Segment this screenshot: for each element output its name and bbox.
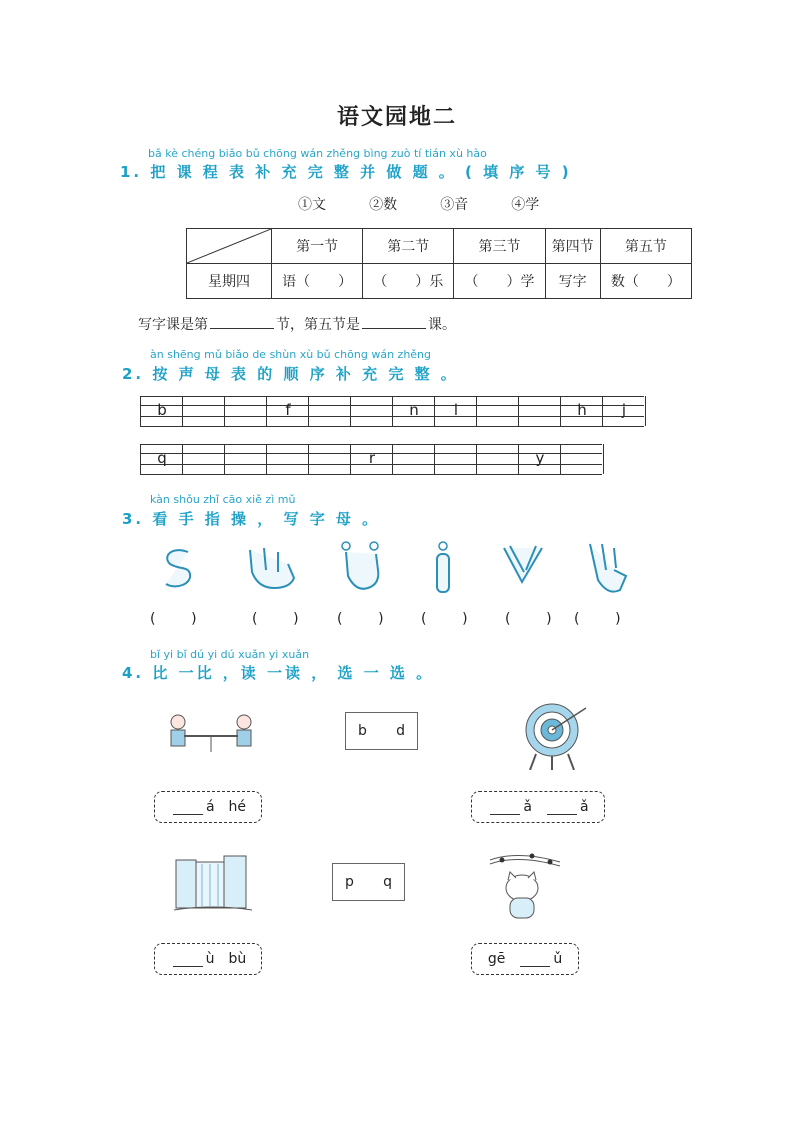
hand-gesture-l-icon <box>432 540 454 596</box>
letter-cell: l <box>434 396 477 426</box>
pinyin-text: gē <box>487 951 506 967</box>
option-yin: ③音 <box>440 197 469 213</box>
answer-box-baba[interactable] <box>471 791 605 823</box>
archery-target-icon <box>522 696 592 770</box>
answer-paren[interactable]: ( ) <box>150 611 197 627</box>
pinyin-text: ù <box>205 951 215 967</box>
letter: d <box>396 723 405 739</box>
pinyin-text: á <box>205 799 215 815</box>
answer-underline[interactable] <box>490 800 520 815</box>
pinyin-text: bù <box>228 951 247 967</box>
q2-pinyin: àn shēng mǔ biǎo de shùn xù bǔ chōng wán zhěng <box>150 348 432 361</box>
answer-blank[interactable] <box>210 328 274 329</box>
fill-text: 写字课是第 <box>138 317 208 333</box>
q3-heading: 3. 看 手 指 操 ， 写 字 母 。 <box>122 510 381 528</box>
q4-pinyin: bǐ yi bǐ dú yi dú xuǎn yi xuǎn <box>150 648 310 661</box>
answer-paren[interactable]: ( ) <box>252 611 299 627</box>
letter-grid-row1 <box>140 396 645 426</box>
answer-box-pubu[interactable] <box>154 943 262 975</box>
table-cell[interactable]: （ ）乐 <box>363 264 454 299</box>
answer-underline[interactable] <box>173 800 203 815</box>
empty-letter-cell[interactable] <box>518 396 561 426</box>
empty-letter-cell[interactable] <box>392 444 435 474</box>
table-cell[interactable]: 数（ ） <box>600 264 691 299</box>
header-cell: 第五节 <box>600 229 691 264</box>
q2-heading: 2. 按 声 母 表 的 顺 序 补 充 完 整 。 <box>122 365 459 383</box>
q1-options <box>298 194 577 214</box>
answer-paren[interactable]: ( ) <box>574 611 621 627</box>
hand-gesture-c-icon <box>158 544 198 592</box>
table-corner-cell <box>187 229 272 264</box>
header-cell: 第三节 <box>454 229 545 264</box>
letter-grid-row2 <box>140 444 603 474</box>
answer-box-bahe[interactable] <box>154 791 262 823</box>
q1-pinyin: bǎ kè chéng biǎo bǔ chōng wán zhěng bìng zuò tí tián xù hào <box>148 147 487 160</box>
header-cell: 第一节 <box>272 229 363 264</box>
schedule-table <box>186 228 692 299</box>
letter: q <box>383 874 392 890</box>
q3-pinyin: kàn shǒu zhǐ cāo xiě zì mǔ <box>150 493 296 506</box>
hand-gesture-m-icon <box>244 542 298 594</box>
empty-letter-cell[interactable] <box>266 444 309 474</box>
waterfall-illustration-icon <box>174 852 252 914</box>
empty-letter-cell[interactable] <box>182 444 225 474</box>
hand-gesture-n-icon <box>338 540 384 596</box>
answer-box-gequ[interactable] <box>471 943 579 975</box>
answer-paren[interactable]: ( ) <box>337 611 384 627</box>
pinyin-text: ǎ <box>580 799 589 815</box>
answer-underline[interactable] <box>520 952 550 967</box>
grid-line <box>140 474 602 475</box>
grid-line <box>140 426 644 427</box>
diagonal-line <box>187 229 271 263</box>
empty-letter-cell[interactable] <box>350 396 393 426</box>
singing-cat-illustration-icon <box>488 850 564 922</box>
q1-heading: 1. 把 课 程 表 补 充 完 整 并 做 题 。 ( 填 序 号 ) <box>120 163 572 181</box>
empty-letter-cell[interactable] <box>476 444 519 474</box>
letter-cell: q <box>140 444 183 474</box>
letter-cell: j <box>602 396 646 426</box>
empty-letter-cell[interactable] <box>182 396 225 426</box>
page-title: 语文园地二 <box>336 104 457 130</box>
letter-compare-box-pq <box>332 863 405 901</box>
hand-gesture-v-icon <box>500 542 546 592</box>
pinyin-text: ǔ <box>553 951 563 967</box>
answer-paren[interactable]: ( ) <box>505 611 552 627</box>
answer-underline[interactable] <box>547 800 577 815</box>
row-label: 星期四 <box>187 264 272 299</box>
letter: b <box>358 723 367 739</box>
header-cell: 第四节 <box>545 229 600 264</box>
letter-cell: y <box>518 444 561 474</box>
empty-letter-cell[interactable] <box>308 444 351 474</box>
option-shu: ②数 <box>369 197 398 213</box>
empty-letter-cell[interactable] <box>308 396 351 426</box>
q4-heading: 4. 比 一比 ，读 一读 ， 选 一 选 。 <box>122 664 435 682</box>
header-cell: 第二节 <box>363 229 454 264</box>
tug-of-war-illustration-icon <box>164 712 264 758</box>
empty-letter-cell[interactable] <box>560 444 604 474</box>
q1-fill-sentence <box>138 314 456 334</box>
letter-cell: h <box>560 396 603 426</box>
table-cell[interactable]: （ ）学 <box>454 264 545 299</box>
empty-letter-cell[interactable] <box>434 444 477 474</box>
letter-cell: b <box>140 396 183 426</box>
empty-letter-cell[interactable] <box>224 444 267 474</box>
empty-letter-cell[interactable] <box>224 396 267 426</box>
empty-letter-cell[interactable] <box>476 396 519 426</box>
answer-blank[interactable] <box>362 328 426 329</box>
pinyin-text: hé <box>228 799 247 815</box>
pinyin-text: ǎ <box>523 799 532 815</box>
letter-compare-box-bd <box>345 712 418 750</box>
letter-cell: r <box>350 444 393 474</box>
answer-paren[interactable]: ( ) <box>421 611 468 627</box>
letter-cell: f <box>266 396 309 426</box>
letter-cell: n <box>392 396 435 426</box>
table-cell: 写字 <box>545 264 600 299</box>
table-cell[interactable]: 语（ ） <box>272 264 363 299</box>
fill-text: 节，第五节是 <box>276 317 360 333</box>
option-wen: ①文 <box>298 197 326 213</box>
answer-underline[interactable] <box>173 952 203 967</box>
fill-text: 课。 <box>428 317 456 333</box>
letter: p <box>345 874 354 890</box>
hand-gesture-w-icon <box>584 540 630 598</box>
option-xue: ④学 <box>511 197 540 213</box>
